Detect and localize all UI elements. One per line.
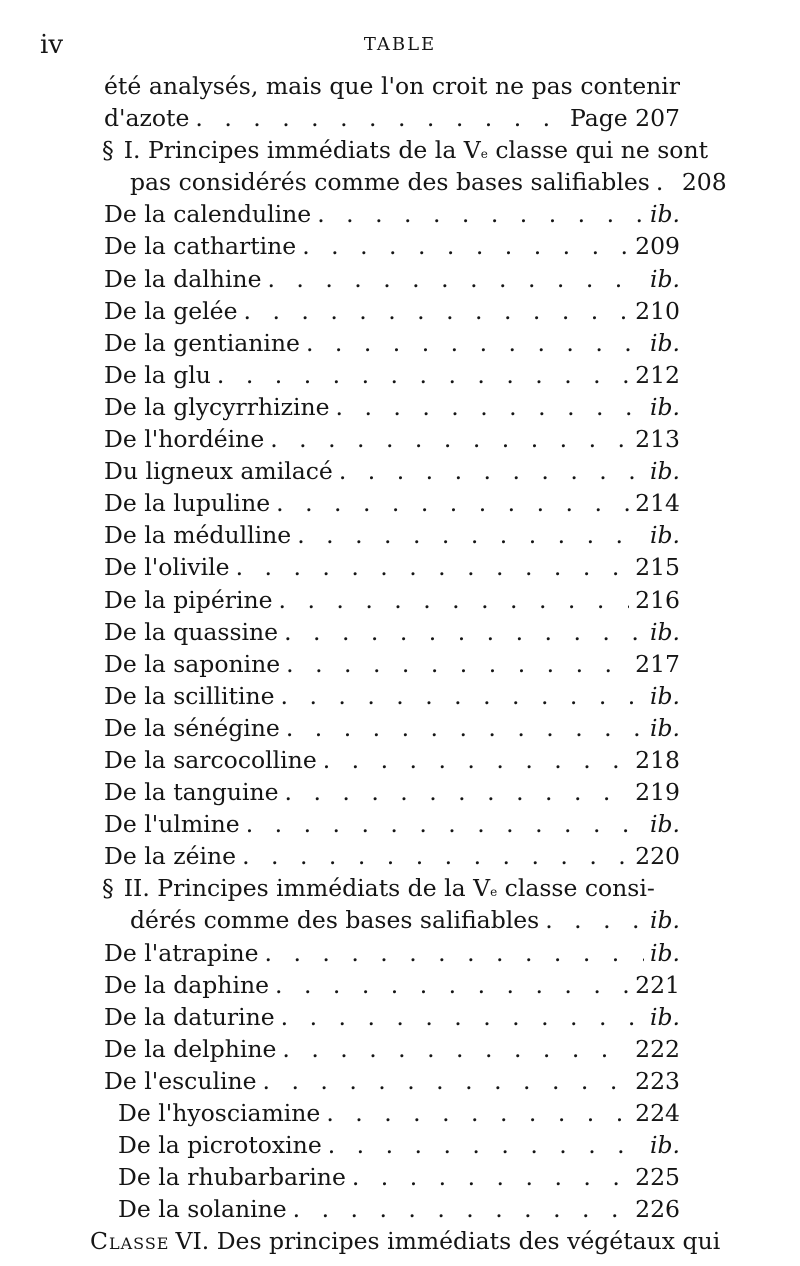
entry-name: De la gentianine <box>104 328 300 357</box>
toc-entry <box>100 230 680 262</box>
leader-dots <box>656 166 676 198</box>
toc-entry <box>100 648 680 680</box>
section-heading-cont-text: dérés comme des bases salifiables <box>130 906 540 935</box>
entry-name: De l'olivile <box>104 553 230 582</box>
section-1-entries <box>100 198 680 872</box>
entry-page: 218 <box>635 745 680 774</box>
entry-name: De la scillitine <box>104 681 275 710</box>
entry-page: 215 <box>635 553 680 582</box>
section-heading-cont-text: pas considérés comme des bases salifiables <box>130 168 650 197</box>
leader-dots <box>246 808 644 840</box>
entry-page: ib. <box>649 328 680 357</box>
entry-name: De la glycyrrhizine <box>104 392 330 421</box>
entry-name: De la rhubarbarine <box>118 1163 346 1192</box>
section-2-heading-cont <box>100 904 680 936</box>
toc-entry <box>100 519 680 551</box>
section-1-heading-cont <box>100 166 727 198</box>
entry-name: De l'ulmine <box>104 810 240 839</box>
page-ref: ib. <box>649 906 680 935</box>
entry-name: De la dalhine <box>104 264 262 293</box>
toc-entry <box>100 1161 680 1193</box>
entry-page: 210 <box>635 296 680 325</box>
toc-entry <box>100 840 680 872</box>
toc-entry <box>100 808 680 840</box>
leader-dots <box>326 1097 629 1129</box>
toc-entry <box>100 1097 680 1129</box>
entry-name: De la sarcocolline <box>104 745 317 774</box>
entry-page: ib. <box>649 681 680 710</box>
entry-name: De la calenduline <box>104 200 312 229</box>
classe-label: Classe <box>90 1227 170 1256</box>
leader-dots <box>286 648 629 680</box>
entry-page: 220 <box>635 842 680 871</box>
toc-entry <box>100 198 680 230</box>
intro-text-end: d'azote <box>104 104 190 133</box>
toc-entry <box>100 1129 680 1161</box>
entry-page: ib. <box>649 264 680 293</box>
classe-text: Des principes immédiats des végétaux qui <box>216 1227 721 1256</box>
intro-line-1 <box>100 70 680 102</box>
entry-name: De la picrotoxine <box>118 1131 322 1160</box>
section-2-heading: § II. Principes immédiats de la V e classe consi- <box>100 872 680 904</box>
leader-dots <box>276 487 629 519</box>
toc-entry <box>100 359 680 391</box>
section-symbol: § <box>102 136 114 165</box>
entry-page: ib. <box>649 457 680 486</box>
entry-name: De la tanguine <box>104 778 279 807</box>
entry-name: De la delphine <box>104 1034 277 1063</box>
leader-dots <box>275 969 629 1001</box>
entry-name: De la daturine <box>104 1002 275 1031</box>
leader-dots <box>297 519 644 551</box>
entry-page: ib. <box>649 392 680 421</box>
section-1-heading: § I. Principes immédiats de la V e classe qui ne sont <box>100 134 680 166</box>
classe-vi-heading <box>90 1225 721 1257</box>
leader-dots <box>339 455 644 487</box>
leader-dots <box>545 904 644 936</box>
leader-dots <box>217 359 629 391</box>
entry-page: 225 <box>635 1163 680 1192</box>
entry-name: De la quassine <box>104 617 279 646</box>
leader-dots <box>242 840 629 872</box>
entry-name: De la pipérine <box>104 585 273 614</box>
toc-entry <box>100 680 680 712</box>
entry-name: De la zéine <box>104 842 237 871</box>
leader-dots <box>263 1065 630 1097</box>
toc-entry <box>100 1065 680 1097</box>
section-numeral: I. <box>123 136 141 165</box>
entry-page: 223 <box>635 1066 680 1095</box>
entry-page: ib. <box>649 200 680 229</box>
entry-page: ib. <box>649 521 680 550</box>
leader-dots <box>195 102 564 134</box>
toc-entry <box>100 744 680 776</box>
leader-dots <box>244 295 630 327</box>
toc-entry <box>100 616 680 648</box>
entry-name: De la daphine <box>104 970 270 999</box>
toc-entry <box>100 295 680 327</box>
section-2-entries <box>100 937 680 1226</box>
leader-dots <box>293 1193 629 1225</box>
leader-dots <box>279 584 630 616</box>
entry-page: 214 <box>635 489 680 518</box>
leader-dots <box>284 616 644 648</box>
entry-name: De la lupuline <box>104 489 271 518</box>
page-label: Page <box>569 104 628 133</box>
entry-page: ib. <box>649 1131 680 1160</box>
toc-entry <box>100 712 680 744</box>
entry-name: De l'esculine <box>104 1066 257 1095</box>
toc-entry <box>100 1033 680 1065</box>
leader-dots <box>265 937 644 969</box>
toc-entry <box>100 423 680 455</box>
entry-page: ib. <box>649 810 680 839</box>
entry-name: De la médulline <box>104 521 292 550</box>
toc-entry <box>100 455 680 487</box>
entry-page: 212 <box>635 360 680 389</box>
entry-name: De la glu <box>104 360 211 389</box>
entry-page: 224 <box>635 1099 680 1127</box>
entry-name: De la cathartine <box>104 232 297 261</box>
leader-dots <box>286 712 644 744</box>
entry-page: 209 <box>635 232 680 261</box>
entry-name: Du ligneux amilacé <box>104 457 333 486</box>
toc-entry <box>100 776 680 808</box>
page-ref <box>570 102 680 134</box>
leader-dots <box>285 776 630 808</box>
toc-entry <box>100 969 680 1001</box>
entry-name: De la sénégine <box>104 713 280 742</box>
leader-dots <box>236 551 630 583</box>
leader-dots <box>282 1033 629 1065</box>
section-heading-text: Principes immédiats de la V <box>148 136 481 165</box>
leader-dots <box>267 263 643 295</box>
entry-page: 219 <box>635 778 680 807</box>
entry-name: De l'hordéine <box>104 425 265 454</box>
entry-page: 213 <box>635 425 680 454</box>
toc-entry <box>100 1001 680 1033</box>
entry-page: 216 <box>635 585 680 614</box>
toc-entry <box>100 487 680 519</box>
page-ref: 208 <box>681 168 727 197</box>
section-heading-rest: classe qui ne sont <box>495 136 709 165</box>
toc-entry <box>100 391 680 423</box>
table-of-contents <box>90 70 727 1257</box>
entry-page: 217 <box>635 649 680 678</box>
entry-name: De la solanine <box>118 1195 287 1224</box>
entry-name: De la gelée <box>104 296 238 325</box>
toc-entry <box>100 551 680 583</box>
entry-name: De l'atrapine <box>104 938 259 967</box>
page-value: 207 <box>635 104 680 133</box>
intro-text: été analysés, mais que l'on croit ne pas contenir <box>104 72 680 100</box>
toc-entry <box>100 584 680 616</box>
entry-page: ib. <box>649 1002 680 1031</box>
leader-dots <box>328 1129 644 1161</box>
toc-entry <box>100 327 680 359</box>
entry-page: 226 <box>635 1195 680 1224</box>
section-symbol: § <box>102 874 114 903</box>
entry-page: ib. <box>649 713 680 742</box>
entry-name: De la saponine <box>104 649 281 678</box>
entry-page: 222 <box>635 1034 680 1063</box>
leader-dots <box>281 1001 644 1033</box>
entry-name: De l'hyosciamine <box>118 1099 321 1127</box>
leader-dots <box>317 198 644 230</box>
toc-entry <box>100 1193 680 1225</box>
entry-page: ib. <box>649 938 680 967</box>
section-numeral: II. <box>123 874 150 903</box>
section-heading-text: Principes immédiats de la V <box>157 874 491 903</box>
classe-numeral: VI. <box>175 1227 210 1256</box>
leader-dots <box>306 327 644 359</box>
leader-dots <box>270 423 629 455</box>
leader-dots <box>302 230 629 262</box>
leader-dots <box>323 744 629 776</box>
leader-dots <box>281 680 644 712</box>
toc-entry <box>100 937 680 969</box>
page-number: iv <box>40 30 64 60</box>
entry-page: 221 <box>635 970 680 999</box>
entry-page: ib. <box>649 617 680 646</box>
leader-dots <box>336 391 644 423</box>
section-heading-rest: classe consi- <box>504 874 655 903</box>
toc-entry <box>100 263 680 295</box>
running-title: TABLE <box>363 34 437 55</box>
intro-line-2 <box>100 102 680 134</box>
leader-dots <box>352 1161 629 1193</box>
